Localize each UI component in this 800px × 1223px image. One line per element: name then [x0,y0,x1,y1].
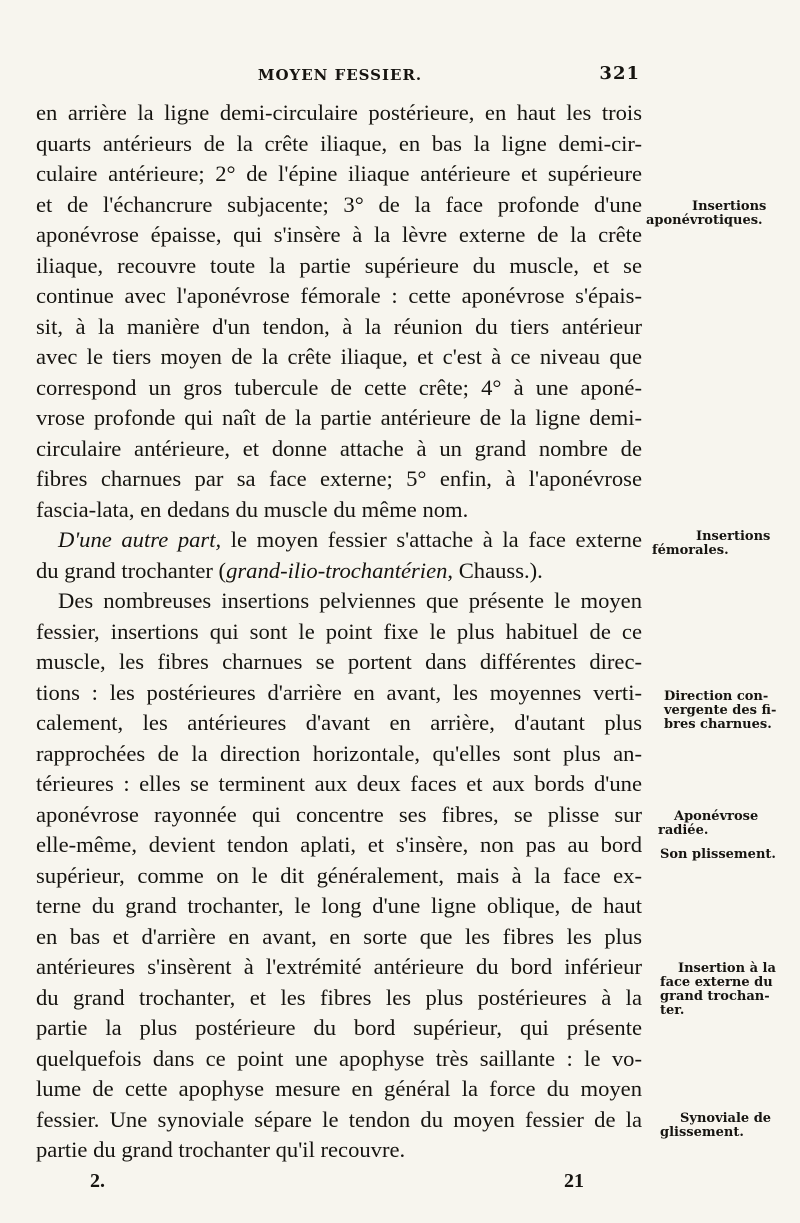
text-line: aponévrose épaisse, qui s'insère à la lèvre externe de la crête [36,222,642,247]
text-line: fascia-lata, en dedans du muscle du même nom. [36,496,469,522]
margin-note-line: Synoviale de [680,1111,772,1126]
text-line: tions : les postérieures d'arrière en avant, les moyennes verti- [36,679,642,705]
signature-mark-center: 21 [564,1170,584,1192]
text-line: iliaque, recouvre toute la partie supérieure du muscle, et se [36,252,642,278]
text-line: partie la plus postérieure du bord supérieur, qui présente [36,1015,642,1040]
text-run: du grand trochanter ( [36,557,227,583]
margin-note-insertions-femorales [652,530,784,558]
margin-note-insertion-face-externe [652,962,784,1018]
text-line: vrose profonde qui naît de la partie antérieure de la ligne demi- [36,405,642,430]
text-line: fibres charnues par sa face externe; 5° enfin, à l'aponévrose [36,466,642,491]
text-line: elle-même, devient tendon aplati, et s'insère, non pas au bord [36,832,642,857]
text-line: térieures : elles se terminent aux deux faces et aux bords d'une [36,771,642,796]
text-line: fessier. Une synoviale sépare le tendon du moyen fessier de la [36,1106,642,1132]
text-line: partie du grand trochanter qu'il recouvre. [36,1137,406,1162]
margin-note-insertions-aponevrotiques [646,199,784,228]
text-line: quarts antérieurs de la crête iliaque, en bas la ligne demi-cir- [36,130,642,156]
text-line: calement, les antérieures d'avant en arrière, d'autant plus [36,710,642,735]
margin-note-direction [652,690,784,732]
text-line: circulaire antérieure, et donne attache à un grand nombre de [36,435,642,461]
text-line: fessier, insertions qui sont le point fixe le plus habituel de ce [36,618,642,644]
running-head [40,63,640,90]
margin-note-plissement [652,848,784,862]
margin-note-line: ter. [660,1003,685,1018]
text-line: lume de cette apophyse mesure en général la force du moyen [36,1076,642,1101]
page-number: 321 [599,63,640,84]
running-title: MOYEN FESSIER. [257,66,423,84]
paragraph-femoral-line-1 [36,525,642,556]
page-footer [0,1170,800,1194]
margin-note-line: Aponévrose [674,809,759,824]
main-text [36,98,642,1166]
text-run: le moyen fessier s'attache à la face externe [221,527,643,552]
text-line: culaire antérieure; 2° de l'épine iliaque antérieure et supérieure [36,161,642,186]
text-line: terne du grand trochanter, le long d'une ligne oblique, de haut [36,893,642,918]
margin-note-aponevrose-radiee [652,810,784,838]
margin-note-line: Insertion à la [678,961,776,976]
margin-note-line: aponévrotiques. [646,213,763,228]
italic-synonym: grand-ilio-trochantérien [226,557,448,583]
text-line: continue avec l'aponévrose fémorale : cette aponévrose s'épais- [36,283,642,308]
text-line: correspond un gros tubercule de cette crête; 4° à une aponé- [36,374,642,400]
margin-note-line: Insertions [692,199,767,214]
paragraph-femoral-line-2 [36,556,642,587]
italic-lead: D'une autre part, [58,527,222,552]
text-line: antérieures s'insèrent à l'extrémité antérieure du bord inférieur [36,954,642,979]
text-line: sit, à la manière d'un tendon, à la réunion du tiers antérieur [36,313,642,339]
text-line: avec le tiers moyen de la crête iliaque, et c'est à ce niveau que [36,344,642,369]
signature-mark: 2. [90,1170,105,1192]
margin-note-line: Insertions [696,529,771,544]
margin-note-line: glissement. [660,1125,744,1140]
text-line: aponévrose rayonnée qui concentre ses fibres, se plisse sur [36,801,642,827]
margin-note-synoviale [652,1112,784,1140]
text-line: muscle, les fibres charnues se portent dans différentes direc- [36,649,642,674]
text-line: supérieur, comme on le dit généralement, mais à la face ex- [36,862,642,888]
text-run: , Chauss.). [447,557,543,583]
margin-note-line: fémorales. [652,543,729,558]
text-line: quelquefois dans ce point une apophyse très saillante : le vo- [36,1045,642,1071]
margin-note-line: bres charnues. [664,717,772,732]
text-line: du grand trochanter, et les fibres les plus postérieures à la [36,984,642,1010]
text-line: Des nombreuses insertions pelviennes que présente le moyen [58,588,642,613]
margin-note-line: radiée. [658,823,709,838]
text-line: et de l'échancrure subjacente; 3° de la face profonde d'une [36,191,642,217]
margin-note-line: Son plissement. [660,847,776,862]
text-line: rapprochées de la direction horizontale, qu'elles sont plus an- [36,740,642,766]
margin-note-line: face externe du [660,975,773,990]
text-line: en arrière la ligne demi-circulaire postérieure, en haut les trois [36,100,642,125]
margin-note-line: grand trochan- [660,989,770,1004]
text-line: en bas et d'arrière en avant, en sorte que les fibres les plus [36,923,642,949]
margin-note-line: Direction con- [664,689,769,704]
margin-note-line: vergente des fi- [664,703,777,718]
